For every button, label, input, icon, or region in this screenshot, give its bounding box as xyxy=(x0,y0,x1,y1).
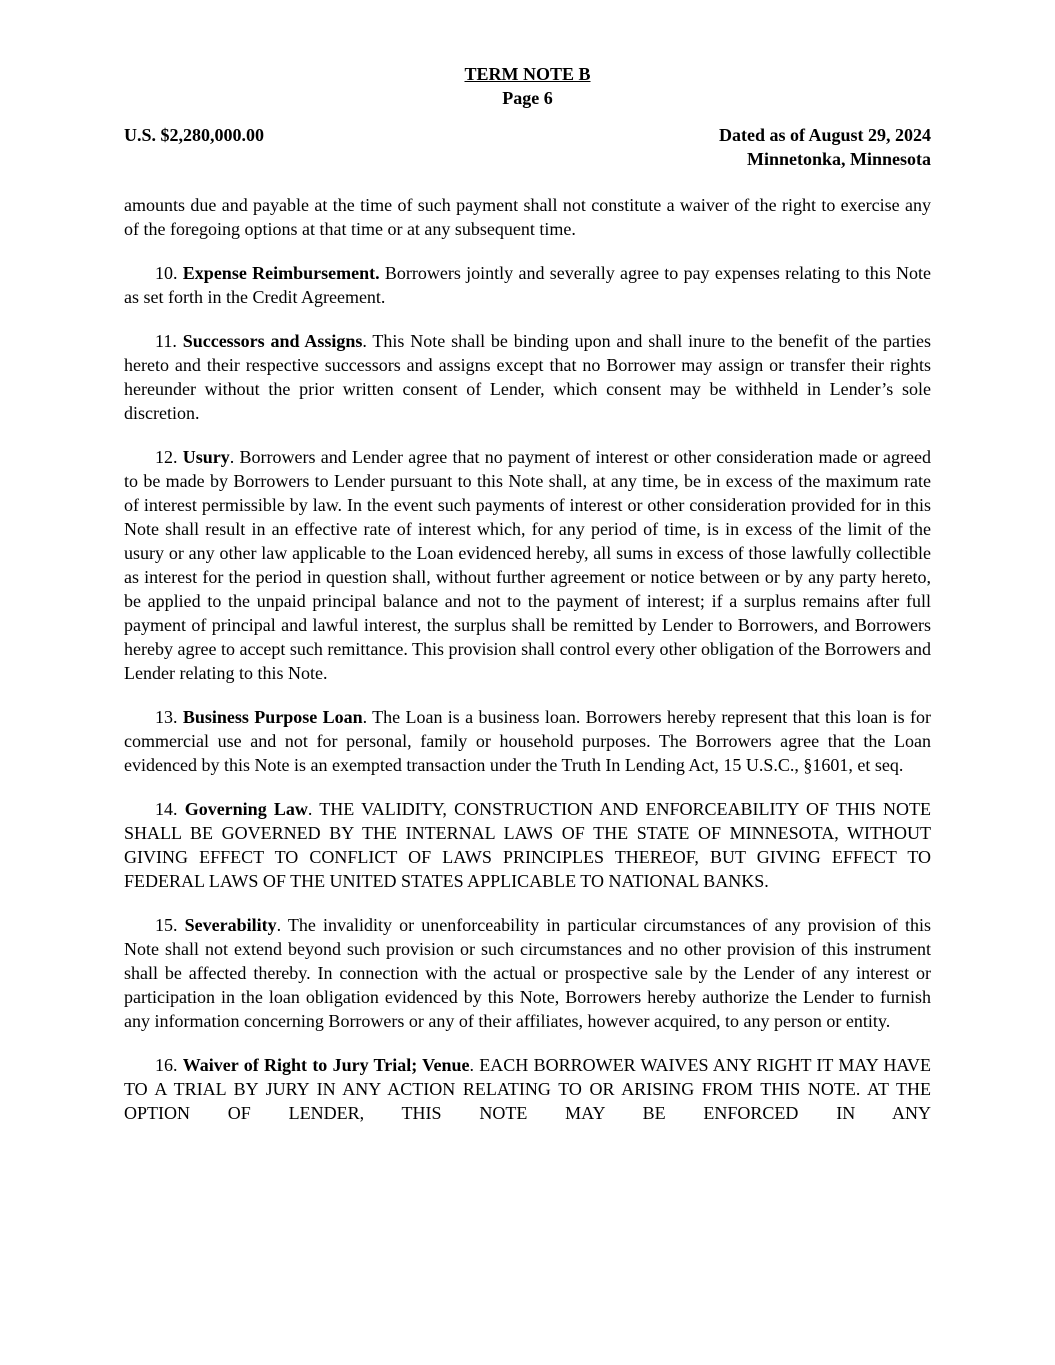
section-text: . The Loan is a business loan. Borrowers hereby represent that this loan is for commercial use and not for personal, family or household purposes. The Borrowers agree that the Loan evidenced by this Note is an exempted transaction under the Truth In Lending Act, 15 U.S.C., §1601, et seq. xyxy=(124,707,931,775)
section-12 xyxy=(124,445,931,685)
note-meta xyxy=(124,123,931,171)
section-heading: Usury xyxy=(182,447,230,467)
section-text: . THE VALIDITY, CONSTRUCTION AND ENFORCEABILITY OF THIS NOTE SHALL BE GOVERNED BY THE INTERNAL LAWS OF THE STATE OF MINNESOTA, WITHOUT GIVING EFFECT TO CONFLICT OF LAWS PRINCIPLES THEREOF, BUT GIVING EFFECT TO FEDERAL LAWS OF THE UNITED STATES APPLICABLE TO NATIONAL BANKS. xyxy=(124,799,931,891)
section-11 xyxy=(124,329,931,425)
section-text: . The invalidity or unenforceability in particular circumstances of any provision of this Note shall not extend beyond such provision or such circumstances and no other provision of this instrument shall be affected thereby. In connection with the actual or prospective sale by the Lender of any interest or participation in the loan obligation evidenced by this Note, Borrowers hereby authorize the Lender to furnish any information concerning Borrowers or any of their affiliates, however acquired, to any person or entity. xyxy=(124,915,932,1031)
paragraph-continuation xyxy=(124,193,931,241)
section-13 xyxy=(124,705,931,777)
section-text: Borrowers jointly and severally agree to pay expenses relating to this Note as set forth in the Credit Agreement. xyxy=(124,263,931,307)
section-10 xyxy=(124,261,931,309)
section-text: . This Note shall be binding upon and shall inure to the benefit of the parties hereto and their respective successors and assigns except that no Borrower may assign or transfer their rights hereunder without the prior written consent of Lender, which consent may be withheld in Lender’s sole discretion. xyxy=(124,331,931,423)
section-number: 12. xyxy=(155,447,178,467)
note-date: Dated as of August 29, 2024 xyxy=(718,125,931,145)
section-number: 10. xyxy=(155,263,178,283)
paragraph-text: amounts due and payable at the time of such payment shall not constitute a waiver of the right to exercise any of the foregoing options at that time or at any subsequent time. xyxy=(124,195,931,239)
section-number: 15. xyxy=(155,915,178,935)
section-heading: Severability xyxy=(184,915,277,935)
document-body xyxy=(124,193,931,1125)
section-number: 11. xyxy=(155,331,177,351)
document-title: TERM NOTE B xyxy=(464,64,591,84)
page-number: Page 6 xyxy=(502,88,553,108)
section-text: . EACH BORROWER WAIVES ANY RIGHT IT MAY HAVE TO A TRIAL BY JURY IN ANY ACTION RELATING TO OR ARISING FROM THIS NOTE. AT THE OPTION OF LENDER, THIS NOTE MAY BE ENFORCED IN ANY xyxy=(124,1055,931,1123)
document-header xyxy=(124,62,931,110)
note-location: Minnetonka, Minnesota xyxy=(746,149,931,169)
section-16 xyxy=(124,1053,931,1125)
section-heading: Expense Reimbursement. xyxy=(182,263,380,283)
section-text: . Borrowers and Lender agree that no payment of interest or other consideration made or agreed to be made by Borrowers to Lender pursuant to this Note shall, at any time, be in excess of the maximum rate of interest permissible by law. In the event such payments of interest or other consideration provided for in this Note shall result in an effective rate of interest which, for any period of time, is in excess of the limit of the usury or any other law applicable to the Loan evidenced hereby, all sums in excess of those lawfully collectible as interest for the period in question shall, without further agreement or notice between or by any party hereto, be applied to the unpaid principal balance and not to the payment of interest; if a surplus remains after full payment of principal and lawful interest, the surplus shall be remitted by Lender to Borrowers, and Borrowers hereby agree to accept such remittance. This provision shall control every other obligation of the Borrowers and Lender relating to this Note. xyxy=(124,447,931,683)
section-number: 13. xyxy=(155,707,178,727)
section-number: 16. xyxy=(155,1055,178,1075)
section-heading: Business Purpose Loan xyxy=(182,707,363,727)
note-date-location xyxy=(719,123,931,171)
note-amount: U.S. $2,280,000.00 xyxy=(124,125,265,145)
section-15 xyxy=(124,913,931,1033)
section-heading: Waiver of Right to Jury Trial; Venue xyxy=(182,1055,470,1075)
section-number: 14. xyxy=(155,799,178,819)
section-heading: Governing Law xyxy=(184,799,308,819)
document-page xyxy=(124,62,931,1125)
section-14 xyxy=(124,797,931,893)
section-heading: Successors and Assigns xyxy=(182,331,363,351)
